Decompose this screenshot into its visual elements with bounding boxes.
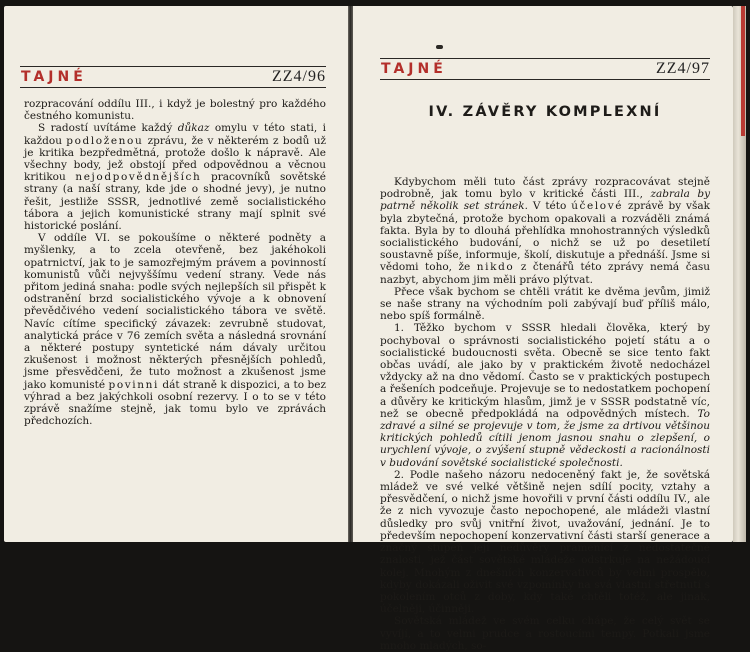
paragraph: [380, 322, 710, 468]
left-page-header: [20, 66, 326, 88]
text-run: pracovníků sovětské strany (a naší strany, kde jde o shodné jevy), je nutno řešit, jestliže SSSR, jednotlivé země socialistického tábora a jejich komunistické strany mají splnit své historické poslání.: [24, 171, 326, 233]
text-run: 1. Těžko bychom v SSSR hledali člověka, který by pochyboval o správnosti socialistického pojetí státu a o socialistické budoucnosti světa. Obecně se sice tento fakt občas uvádí, ale jako by v praktickém životě nedocházel vždycky až na dno vědomí. Často se v praktických postupech a řešeních podceňuje. Projevuje se to nedostatkem pochopení a důvěry ke kritickým hlasům, jimž je v SSSR podstatně víc, než se obecně předpokládá na odpovědných místech.: [380, 322, 710, 420]
right-page-header: [380, 58, 710, 80]
text-run: omylu v této stati, i každou: [24, 122, 326, 147]
text-run: zprávu, že v některém z bodů už je kritika bezpředmětná, protože došlo k nápravě. Ale všechny body, jež obstojí před odpovědnou a věcnou kritikou: [24, 134, 326, 184]
left-header-title: TAJNÉ: [21, 69, 87, 85]
paragraph: [24, 232, 326, 427]
text-run: rozpracování oddílu III., i když je bolestný pro každého čestného komunistu.: [24, 98, 326, 123]
paragraph: [380, 469, 710, 615]
paragraph: [24, 98, 326, 122]
text-run: V oddíle VI. se pokoušíme o některé podněty a myšlenky, a to zcela otevřeně, bez jakéhokoli opatrnictví, jak to je samozřejmým právem a povinností komunistů vůči nejvyššímu vedení strany. Vede nás přitom jediná snaha: podle svých nejlepších sil přispět k odstranění brzd socialistického vývoje a k obnovení převědčivého vedení socialistického tábora ve světě. Navíc cítíme specifický závazek: zevrubně studovat, analytická práce v 76 zemích světa a následná srovnání a některé postupy syntetické nám dávaly určitou zkušenost i možnost některých přesnějších pohledů, jsme přesvědčeni, že tuto možnost a zkušenost jsme jako komunisté: [24, 232, 326, 391]
text-run: . V této: [524, 200, 572, 213]
paragraph: [380, 176, 710, 286]
chapter-title: IV. ZÁVĚRY KOMPLEXNÍ: [428, 104, 662, 120]
text-run: důkaz: [177, 122, 210, 135]
paragraph: [380, 286, 710, 323]
text-run: z čtenářů této zprávy nemá času nazbyt, abychom jim měli právo plýtvat.: [380, 261, 710, 286]
text-run: zprávě by však byla zbytečná, protože bychom opakovali a rozváděli známá fakta. Byla by to dlouhá přehlídka mnohostranných výsledků socialistického budování, o nichž se už po desetiletí soustavně píše, informuje, školí, diskutuje a přednáší. Jsme si vědomi toho, že: [380, 200, 710, 274]
text-run: účelové: [571, 200, 624, 213]
text-run: Přece však bychom se chtěli vrátit ke dvěma jevům, jimiž se naše strany na východním poli zabývají buď příliš málo, nebo spíš formálně.: [380, 285, 710, 323]
left-page: [4, 6, 348, 542]
text-run: podloženou: [66, 134, 144, 147]
right-page-body: [380, 176, 710, 652]
left-page-body: [24, 98, 326, 427]
paragraph: [380, 615, 710, 652]
text-run: Kdybychom měli tuto část zprávy rozpracovávat stejně podrobně, jak tomu bylo v kritické části III.,: [380, 176, 710, 201]
text-run: nikdo: [476, 261, 515, 274]
text-run: To zdravé a silné se projevuje v tom, že jsme za drtivou většinou kritických pohledů cítili jenom jasnou snahu o zlepšení, o urychlení vývoje, o zvýšení stupně vědeckosti a racionálnosti v budování sovětské socialistické společnosti.: [380, 407, 710, 469]
left-page-number: ZZ4/96: [272, 68, 326, 85]
right-page-number: ZZ4/97: [656, 60, 710, 77]
ink-mark: [436, 45, 443, 49]
right-page: [353, 6, 733, 652]
text-run: zabrala by patrně několik set stránek: [380, 188, 711, 213]
paragraph: [24, 122, 326, 232]
text-run: nejodpovědnějších: [75, 171, 202, 184]
text-run: 2. Podle našeho názoru nedoceněný fakt je, že sovětská mládež ve své velké většině nejen sdílí pocity, vztahy a přesvědčení, o nichž jsme hovořili v první části oddílu IV., ale že z nich vyvozuje často nepochopené, ale mládeži vlastní důsledky pro svůj vnitřní život, uvažování, jednání. Je to především nepochopení konzervativní části starší generace a značný stupeň její nedůvěry pramenící z nedostatečné znalosti, jež část sovětské mládeže odstrkuje na nežádoucí kolej. Mnohým z dnešních konzervativců by velmi prospělo, kdyby dokázali oživit své vzpomínky na svá vlastní střetnutí s pokolením otců z doby, kdy také chtěli totéž, ale jinak, účelněji, účinněji.: [380, 468, 710, 616]
red-bookmark-edge: [741, 6, 745, 136]
text-run: Sovětská mládež ve svém celku chápe, že celý svět se vyvíjí, a to velmi prudce a rostoucími tempy. Potkali jsme mnoho mladých, so-: [380, 615, 710, 652]
text-run: S radostí uvítáme každý: [38, 122, 178, 135]
text-run: povinni: [108, 378, 159, 391]
right-header-title: TAJNÉ: [381, 61, 447, 77]
text-run: dát straně k dispozici, a to bez výhrad a bez jakýchkoli osobní rezervy. I o to se v této zprávě snažíme stejně, jak tomu bylo ve zprávách předchozích.: [24, 378, 326, 428]
